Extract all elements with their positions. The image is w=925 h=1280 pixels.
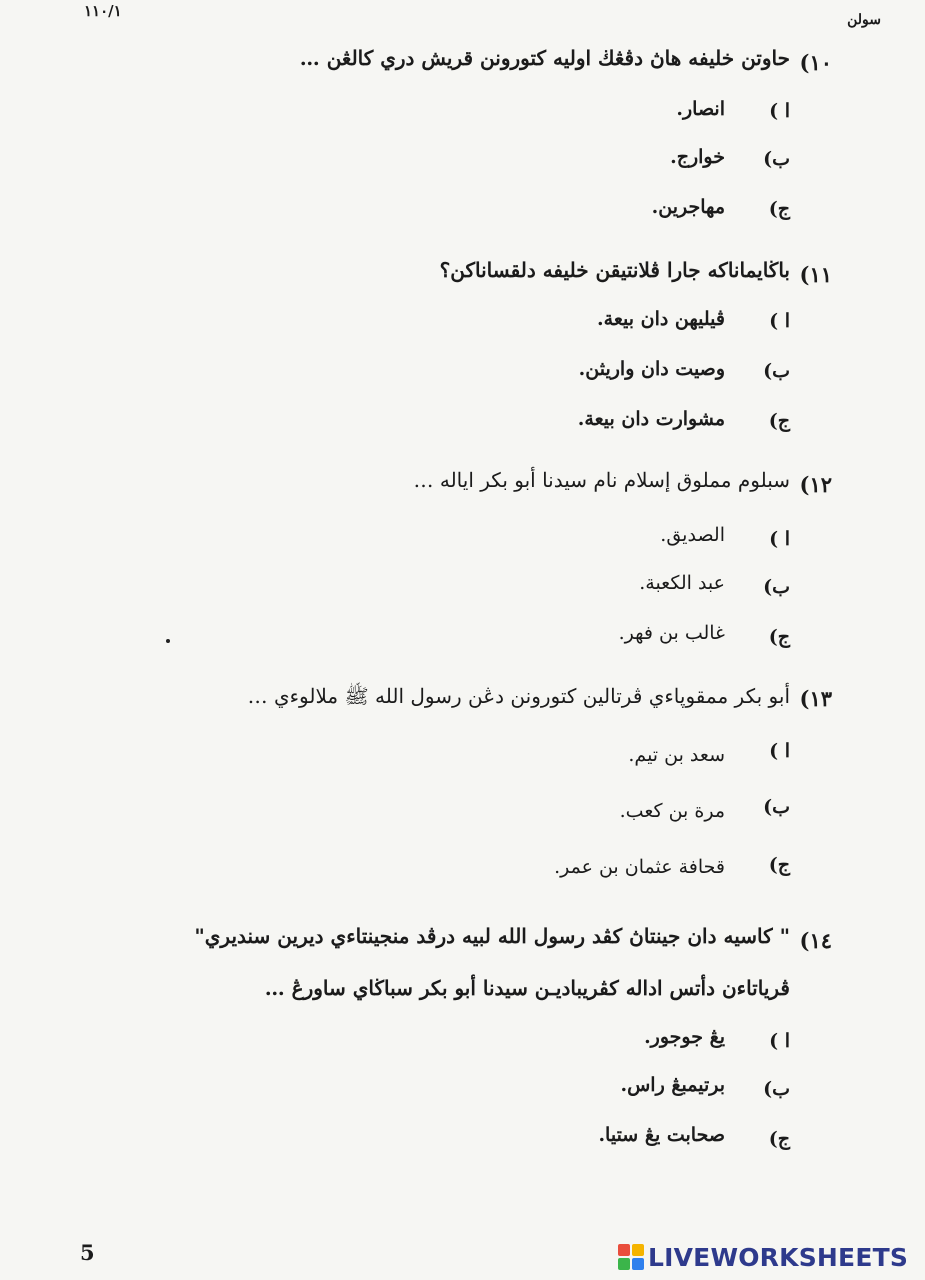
option-text: غالب بن فهر. <box>618 622 725 644</box>
brand-logo-icon <box>618 1244 644 1270</box>
option-letter: ا ) <box>769 740 790 762</box>
option-text: الصديق. <box>660 524 725 546</box>
option-letter: ج) <box>768 626 790 648</box>
option-letter: ب) <box>763 1078 790 1100</box>
question-text: أبو بكر ممقوپاءي ڤرتالين كتورونن دڠن رسول الله ﷺ ملالوءي … <box>247 684 790 708</box>
option-text: خوارج. <box>670 146 725 168</box>
question-number: ١٢) <box>799 472 832 497</box>
logo-tile-red <box>618 1244 630 1256</box>
logo-tile-yellow <box>632 1244 644 1256</box>
option-text: مشوارت دان بيعة. <box>577 408 725 430</box>
option-text: قحافة عثمان بن عمر. <box>554 856 725 878</box>
header-label: سولن <box>847 12 881 28</box>
header-code: ١١٠/١ <box>84 2 122 20</box>
option-letter: ج) <box>768 854 790 876</box>
option-letter: ب) <box>763 148 790 170</box>
option-letter: ب) <box>763 360 790 382</box>
option-text: انصار. <box>676 98 725 120</box>
option-letter: ا ) <box>769 100 790 122</box>
question-number: ١٠) <box>799 50 832 75</box>
option-letter: ج) <box>768 198 790 220</box>
question-text: " كاسيه دان جينتاڽ كڤد رسول الله لبيه درڤد منجينتاءي ديرين سنديري" <box>194 924 790 948</box>
option-text: برتيمبڠ راس. <box>620 1074 725 1096</box>
option-text: مرة بن كعب. <box>619 800 725 822</box>
brand-watermark[interactable] <box>618 1240 908 1274</box>
option-letter: ب) <box>763 576 790 598</box>
option-letter: ا ) <box>769 528 790 550</box>
question-number: ١٣) <box>799 686 832 711</box>
option-letter: ب) <box>763 796 790 818</box>
question-text: باڬايماناكه جارا ڤلانتيقن خليفه دلقساناكن؟ <box>439 258 790 282</box>
logo-tile-green <box>618 1258 630 1270</box>
brand-text: LIVEWORKSHEETS <box>648 1242 909 1272</box>
option-text: مهاجرين. <box>651 196 725 218</box>
option-text: ڤيليهن دان بيعة. <box>597 308 725 330</box>
option-letter: ا ) <box>769 310 790 332</box>
question-text-line-2: ڤرياتاءن دأتس اداله كڤريباديـن سيدنا أبو بكر سباڬاي ساورڠ … <box>264 976 790 1000</box>
option-text: سعد بن تيم. <box>628 744 725 766</box>
option-letter: ا ) <box>769 1030 790 1052</box>
option-text: صحابت يڠ ستيا. <box>598 1124 725 1146</box>
question-number: ١٤) <box>799 928 832 953</box>
option-text: وصيت دان واريثن. <box>578 358 725 380</box>
question-text: سبلوم مملوق إسلام نام سيدنا أبو بكر اياله … <box>413 468 790 492</box>
page-number: 5 <box>80 1240 95 1265</box>
option-letter: ج) <box>768 410 790 432</box>
stray-dot <box>166 639 170 643</box>
question-text: حاوتن خليفه هاڽ دڤڠڬ اوليه كتورونن قريش دري كالڠن … <box>299 46 790 70</box>
question-number: ١١) <box>799 262 832 287</box>
option-letter: ج) <box>768 1128 790 1150</box>
option-text: عبد الكعبة. <box>639 572 725 594</box>
logo-tile-blue <box>632 1258 644 1270</box>
option-text: يڠ جوجور. <box>644 1026 725 1048</box>
